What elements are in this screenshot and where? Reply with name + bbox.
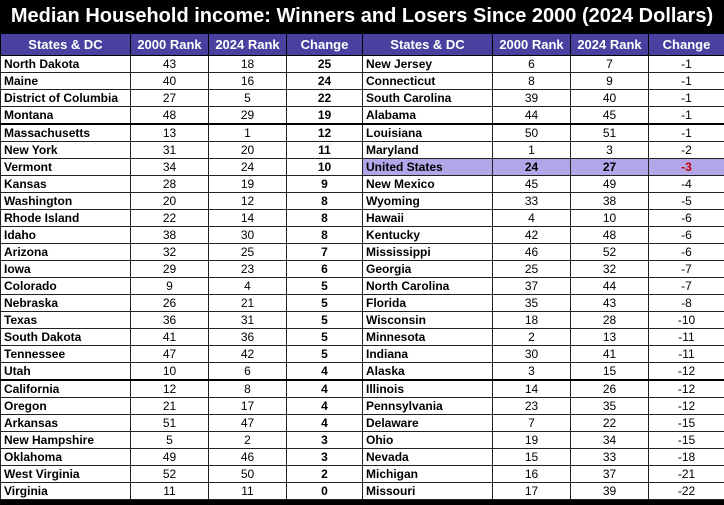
right-rank-2000: 3 bbox=[493, 363, 571, 381]
right-change: -12 bbox=[649, 398, 724, 415]
right-state-name: Ohio bbox=[363, 432, 493, 449]
left-change: 7 bbox=[287, 244, 363, 261]
right-change: -7 bbox=[649, 261, 724, 278]
table-row bbox=[1, 295, 724, 312]
right-rank-2024: 41 bbox=[571, 346, 649, 363]
right-change: -6 bbox=[649, 210, 724, 227]
right-change: -11 bbox=[649, 346, 724, 363]
left-rank-2000: 31 bbox=[131, 142, 209, 159]
right-state-name: Louisiana bbox=[363, 124, 493, 142]
left-state-name: Iowa bbox=[1, 261, 131, 278]
left-rank-2024: 46 bbox=[209, 449, 287, 466]
left-state-name: Montana bbox=[1, 107, 131, 125]
right-rank-2000: 23 bbox=[493, 398, 571, 415]
left-rank-2024: 2 bbox=[209, 432, 287, 449]
left-rank-2000: 22 bbox=[131, 210, 209, 227]
left-state-name: Rhode Island bbox=[1, 210, 131, 227]
left-rank-2024: 1 bbox=[209, 124, 287, 142]
right-state-name: New Jersey bbox=[363, 56, 493, 73]
right-rank-2000: 1 bbox=[493, 142, 571, 159]
left-change: 3 bbox=[287, 432, 363, 449]
left-rank-2024: 47 bbox=[209, 415, 287, 432]
header-left-2024-rank: 2024 Rank bbox=[209, 34, 287, 56]
left-state-name: Colorado bbox=[1, 278, 131, 295]
table-row bbox=[1, 261, 724, 278]
right-rank-2024: 33 bbox=[571, 449, 649, 466]
left-rank-2000: 47 bbox=[131, 346, 209, 363]
right-rank-2024: 34 bbox=[571, 432, 649, 449]
right-rank-2024: 48 bbox=[571, 227, 649, 244]
right-rank-2000: 42 bbox=[493, 227, 571, 244]
table-row bbox=[1, 415, 724, 432]
right-rank-2024: 49 bbox=[571, 176, 649, 193]
table-row bbox=[1, 142, 724, 159]
right-state-name: Florida bbox=[363, 295, 493, 312]
left-change: 9 bbox=[287, 176, 363, 193]
right-change: -11 bbox=[649, 329, 724, 346]
left-rank-2000: 29 bbox=[131, 261, 209, 278]
left-state-name: Washington bbox=[1, 193, 131, 210]
left-state-name: Tennessee bbox=[1, 346, 131, 363]
left-state-name: Nebraska bbox=[1, 295, 131, 312]
left-change: 2 bbox=[287, 466, 363, 483]
right-rank-2000: 45 bbox=[493, 176, 571, 193]
right-change: -18 bbox=[649, 449, 724, 466]
header-right-state: States & DC bbox=[363, 34, 493, 56]
right-rank-2000: 2 bbox=[493, 329, 571, 346]
right-change: -2 bbox=[649, 142, 724, 159]
left-rank-2024: 19 bbox=[209, 176, 287, 193]
table-row bbox=[1, 90, 724, 107]
right-change: -1 bbox=[649, 124, 724, 142]
left-rank-2024: 29 bbox=[209, 107, 287, 125]
right-state-name: Pennsylvania bbox=[363, 398, 493, 415]
left-state-name: Vermont bbox=[1, 159, 131, 176]
right-rank-2000: 46 bbox=[493, 244, 571, 261]
left-rank-2024: 4 bbox=[209, 278, 287, 295]
left-state-name: New Hampshire bbox=[1, 432, 131, 449]
header-right-2024-rank: 2024 Rank bbox=[571, 34, 649, 56]
rank-table bbox=[0, 33, 724, 500]
right-rank-2024: 39 bbox=[571, 483, 649, 500]
left-rank-2000: 43 bbox=[131, 56, 209, 73]
left-change: 0 bbox=[287, 483, 363, 500]
right-rank-2000: 35 bbox=[493, 295, 571, 312]
left-rank-2024: 20 bbox=[209, 142, 287, 159]
table-row bbox=[1, 363, 724, 381]
right-state-name: North Carolina bbox=[363, 278, 493, 295]
right-rank-2024: 10 bbox=[571, 210, 649, 227]
header-right-2000-rank: 2000 Rank bbox=[493, 34, 571, 56]
left-state-name: Oregon bbox=[1, 398, 131, 415]
left-rank-2024: 36 bbox=[209, 329, 287, 346]
left-state-name: North Dakota bbox=[1, 56, 131, 73]
chart-title: Median Household income: Winners and Losers Since 2000 (2024 Dollars) bbox=[10, 5, 714, 27]
table-row bbox=[1, 244, 724, 261]
left-change: 4 bbox=[287, 415, 363, 432]
right-rank-2024: 27 bbox=[571, 159, 649, 176]
left-state-name: Maine bbox=[1, 73, 131, 90]
right-change: -15 bbox=[649, 432, 724, 449]
left-state-name: California bbox=[1, 380, 131, 398]
left-change: 12 bbox=[287, 124, 363, 142]
right-state-name: Delaware bbox=[363, 415, 493, 432]
table-row bbox=[1, 107, 724, 125]
right-state-name: South Carolina bbox=[363, 90, 493, 107]
left-state-name: South Dakota bbox=[1, 329, 131, 346]
right-state-name: Wisconsin bbox=[363, 312, 493, 329]
header-left-state: States & DC bbox=[1, 34, 131, 56]
left-change: 5 bbox=[287, 346, 363, 363]
right-rank-2024: 43 bbox=[571, 295, 649, 312]
table-row bbox=[1, 346, 724, 363]
right-state-name: Alabama bbox=[363, 107, 493, 125]
right-rank-2000: 4 bbox=[493, 210, 571, 227]
left-rank-2000: 32 bbox=[131, 244, 209, 261]
left-state-name: Idaho bbox=[1, 227, 131, 244]
left-rank-2000: 48 bbox=[131, 107, 209, 125]
left-rank-2000: 13 bbox=[131, 124, 209, 142]
right-state-name: Wyoming bbox=[363, 193, 493, 210]
left-state-name: Massachusetts bbox=[1, 124, 131, 142]
table-row bbox=[1, 159, 724, 176]
right-state-name: Mississippi bbox=[363, 244, 493, 261]
right-rank-2024: 32 bbox=[571, 261, 649, 278]
right-change: -12 bbox=[649, 380, 724, 398]
table-row bbox=[1, 227, 724, 244]
header-right-change: Change bbox=[649, 34, 724, 56]
right-state-name: Nevada bbox=[363, 449, 493, 466]
left-state-name: Utah bbox=[1, 363, 131, 381]
left-state-name: Texas bbox=[1, 312, 131, 329]
left-change: 5 bbox=[287, 312, 363, 329]
left-state-name: Kansas bbox=[1, 176, 131, 193]
left-rank-2024: 5 bbox=[209, 90, 287, 107]
left-change: 11 bbox=[287, 142, 363, 159]
right-rank-2000: 37 bbox=[493, 278, 571, 295]
left-change: 4 bbox=[287, 380, 363, 398]
right-state-name: Alaska bbox=[363, 363, 493, 381]
right-rank-2000: 39 bbox=[493, 90, 571, 107]
left-change: 6 bbox=[287, 261, 363, 278]
left-rank-2000: 52 bbox=[131, 466, 209, 483]
table-row bbox=[1, 466, 724, 483]
right-rank-2000: 25 bbox=[493, 261, 571, 278]
right-state-name: Indiana bbox=[363, 346, 493, 363]
right-rank-2024: 37 bbox=[571, 466, 649, 483]
left-rank-2000: 26 bbox=[131, 295, 209, 312]
right-rank-2000: 44 bbox=[493, 107, 571, 125]
left-rank-2000: 10 bbox=[131, 363, 209, 381]
left-state-name: New York bbox=[1, 142, 131, 159]
left-rank-2024: 50 bbox=[209, 466, 287, 483]
right-state-name: Missouri bbox=[363, 483, 493, 500]
right-state-name: Maryland bbox=[363, 142, 493, 159]
left-state-name: Arizona bbox=[1, 244, 131, 261]
right-rank-2000: 33 bbox=[493, 193, 571, 210]
right-rank-2024: 9 bbox=[571, 73, 649, 90]
right-state-name: Hawaii bbox=[363, 210, 493, 227]
header-left-2000-rank: 2000 Rank bbox=[131, 34, 209, 56]
left-rank-2000: 38 bbox=[131, 227, 209, 244]
right-state-name: Connecticut bbox=[363, 73, 493, 90]
right-change: -3 bbox=[649, 159, 724, 176]
left-rank-2024: 42 bbox=[209, 346, 287, 363]
right-rank-2024: 15 bbox=[571, 363, 649, 381]
table-row bbox=[1, 483, 724, 500]
table-row bbox=[1, 398, 724, 415]
left-state-name: District of Columbia bbox=[1, 90, 131, 107]
table-row bbox=[1, 176, 724, 193]
left-change: 24 bbox=[287, 73, 363, 90]
left-rank-2024: 17 bbox=[209, 398, 287, 415]
right-rank-2000: 15 bbox=[493, 449, 571, 466]
left-rank-2024: 31 bbox=[209, 312, 287, 329]
left-rank-2000: 9 bbox=[131, 278, 209, 295]
left-change: 5 bbox=[287, 329, 363, 346]
right-rank-2000: 8 bbox=[493, 73, 571, 90]
right-state-name: Georgia bbox=[363, 261, 493, 278]
left-rank-2024: 6 bbox=[209, 363, 287, 381]
table-row bbox=[1, 329, 724, 346]
left-rank-2024: 25 bbox=[209, 244, 287, 261]
left-rank-2000: 49 bbox=[131, 449, 209, 466]
left-change: 19 bbox=[287, 107, 363, 125]
right-rank-2024: 28 bbox=[571, 312, 649, 329]
right-rank-2024: 52 bbox=[571, 244, 649, 261]
left-rank-2000: 40 bbox=[131, 73, 209, 90]
right-rank-2024: 40 bbox=[571, 90, 649, 107]
table-row bbox=[1, 193, 724, 210]
right-rank-2024: 13 bbox=[571, 329, 649, 346]
right-rank-2024: 35 bbox=[571, 398, 649, 415]
left-change: 10 bbox=[287, 159, 363, 176]
left-rank-2000: 20 bbox=[131, 193, 209, 210]
right-rank-2000: 24 bbox=[493, 159, 571, 176]
right-rank-2000: 14 bbox=[493, 380, 571, 398]
left-rank-2000: 11 bbox=[131, 483, 209, 500]
right-state-name: Michigan bbox=[363, 466, 493, 483]
header-left-change: Change bbox=[287, 34, 363, 56]
left-rank-2024: 8 bbox=[209, 380, 287, 398]
left-change: 3 bbox=[287, 449, 363, 466]
right-rank-2024: 38 bbox=[571, 193, 649, 210]
right-rank-2024: 51 bbox=[571, 124, 649, 142]
right-rank-2024: 7 bbox=[571, 56, 649, 73]
right-change: -6 bbox=[649, 227, 724, 244]
left-rank-2024: 18 bbox=[209, 56, 287, 73]
right-rank-2024: 45 bbox=[571, 107, 649, 125]
right-state-name: Kentucky bbox=[363, 227, 493, 244]
right-change: -1 bbox=[649, 90, 724, 107]
left-rank-2000: 27 bbox=[131, 90, 209, 107]
table-row bbox=[1, 380, 724, 398]
right-change: -1 bbox=[649, 73, 724, 90]
right-state-name: United States bbox=[363, 159, 493, 176]
left-rank-2000: 28 bbox=[131, 176, 209, 193]
header-row bbox=[1, 34, 724, 56]
left-rank-2024: 24 bbox=[209, 159, 287, 176]
left-state-name: West Virginia bbox=[1, 466, 131, 483]
right-change: -1 bbox=[649, 107, 724, 125]
table-row bbox=[1, 56, 724, 73]
left-rank-2024: 16 bbox=[209, 73, 287, 90]
left-rank-2000: 41 bbox=[131, 329, 209, 346]
right-change: -4 bbox=[649, 176, 724, 193]
left-rank-2000: 34 bbox=[131, 159, 209, 176]
left-state-name: Oklahoma bbox=[1, 449, 131, 466]
left-state-name: Virginia bbox=[1, 483, 131, 500]
left-rank-2024: 23 bbox=[209, 261, 287, 278]
right-change: -8 bbox=[649, 295, 724, 312]
left-rank-2000: 51 bbox=[131, 415, 209, 432]
right-state-name: Minnesota bbox=[363, 329, 493, 346]
right-change: -7 bbox=[649, 278, 724, 295]
right-change: -1 bbox=[649, 56, 724, 73]
table-row bbox=[1, 449, 724, 466]
left-change: 8 bbox=[287, 193, 363, 210]
left-change: 25 bbox=[287, 56, 363, 73]
table-row bbox=[1, 312, 724, 329]
right-rank-2024: 3 bbox=[571, 142, 649, 159]
table-row bbox=[1, 73, 724, 90]
left-rank-2024: 12 bbox=[209, 193, 287, 210]
table-row bbox=[1, 432, 724, 449]
left-rank-2024: 14 bbox=[209, 210, 287, 227]
left-change: 4 bbox=[287, 363, 363, 381]
right-rank-2000: 30 bbox=[493, 346, 571, 363]
right-rank-2000: 50 bbox=[493, 124, 571, 142]
left-rank-2024: 21 bbox=[209, 295, 287, 312]
right-rank-2024: 26 bbox=[571, 380, 649, 398]
right-change: -12 bbox=[649, 363, 724, 381]
right-change: -15 bbox=[649, 415, 724, 432]
right-rank-2024: 22 bbox=[571, 415, 649, 432]
left-change: 5 bbox=[287, 295, 363, 312]
right-change: -5 bbox=[649, 193, 724, 210]
right-change: -21 bbox=[649, 466, 724, 483]
left-change: 5 bbox=[287, 278, 363, 295]
right-rank-2000: 6 bbox=[493, 56, 571, 73]
left-rank-2024: 11 bbox=[209, 483, 287, 500]
right-rank-2000: 17 bbox=[493, 483, 571, 500]
left-rank-2024: 30 bbox=[209, 227, 287, 244]
right-state-name: New Mexico bbox=[363, 176, 493, 193]
right-change: -22 bbox=[649, 483, 724, 500]
table-row bbox=[1, 210, 724, 227]
table-row bbox=[1, 278, 724, 295]
left-rank-2000: 36 bbox=[131, 312, 209, 329]
right-state-name: Illinois bbox=[363, 380, 493, 398]
left-rank-2000: 12 bbox=[131, 380, 209, 398]
right-change: -6 bbox=[649, 244, 724, 261]
left-change: 22 bbox=[287, 90, 363, 107]
right-rank-2000: 16 bbox=[493, 466, 571, 483]
left-change: 8 bbox=[287, 227, 363, 244]
left-state-name: Arkansas bbox=[1, 415, 131, 432]
left-rank-2000: 21 bbox=[131, 398, 209, 415]
right-rank-2024: 44 bbox=[571, 278, 649, 295]
right-rank-2000: 19 bbox=[493, 432, 571, 449]
right-change: -10 bbox=[649, 312, 724, 329]
left-change: 8 bbox=[287, 210, 363, 227]
left-rank-2000: 5 bbox=[131, 432, 209, 449]
left-change: 4 bbox=[287, 398, 363, 415]
right-rank-2000: 18 bbox=[493, 312, 571, 329]
table-row bbox=[1, 124, 724, 142]
right-rank-2000: 7 bbox=[493, 415, 571, 432]
